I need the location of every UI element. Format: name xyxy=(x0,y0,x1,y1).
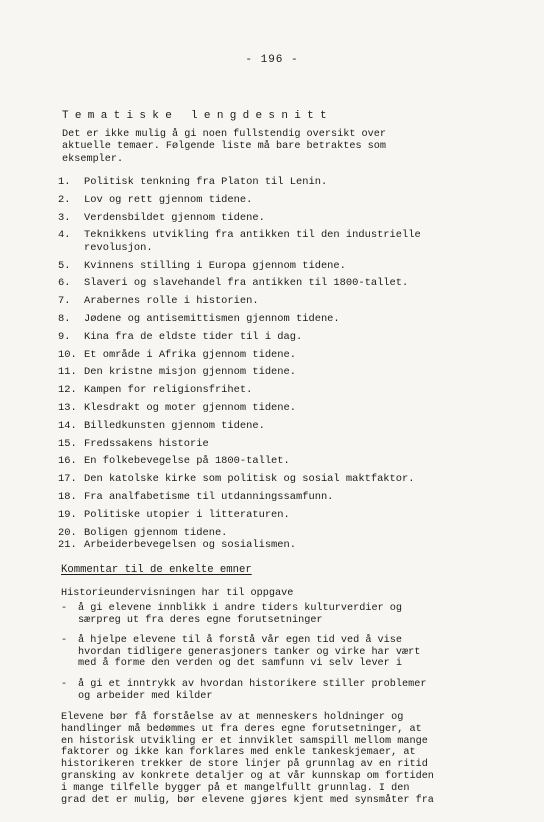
topic-item xyxy=(58,402,518,414)
topic-item xyxy=(58,212,518,224)
topic-text: Slaveri og slavehandel fra antikken til 1800-tallet. xyxy=(84,277,409,290)
topic-item xyxy=(58,277,518,289)
topic-number: 18. xyxy=(58,490,77,503)
topic-number: 8. xyxy=(58,312,71,325)
topic-number: 16. xyxy=(58,455,77,468)
topic-item xyxy=(58,366,518,378)
topic-item xyxy=(58,455,518,467)
topic-item xyxy=(58,295,518,307)
goal-text: å hjelpe elevene til å forstå vår egen tid ved å vise hvordan tidligere generasjoners tanker og virke har vært med å forme den verden og det samfunn vi selv lever i xyxy=(78,635,421,670)
topic-number: 14. xyxy=(58,419,77,432)
topic-item xyxy=(58,229,518,254)
topic-item xyxy=(58,539,518,551)
topic-number: 9. xyxy=(58,330,71,343)
comment-heading: Kommentar til de enkelte emner xyxy=(61,564,252,576)
topic-item xyxy=(58,509,518,521)
topic-number: 3. xyxy=(58,211,71,224)
topic-text: Jødene og antisemittismen gjennom tidene. xyxy=(84,312,340,325)
topic-item xyxy=(58,438,518,450)
topic-number: 20. xyxy=(58,526,77,539)
topic-item xyxy=(58,491,518,503)
goal-text: å gi elevene innblikk i andre tiders kulturverdier og særpreg ut fra deres egne forutsetninger xyxy=(78,603,403,626)
topic-text: Politisk tenkning fra Platon til Lenin. xyxy=(84,176,328,188)
topic-text: Fredssakens historie xyxy=(84,437,209,450)
goal-dash: - xyxy=(61,603,68,614)
topic-number: 6. xyxy=(58,277,71,290)
intro-paragraph: Det er ikke mulig å gi noen fullstendig oversikt over aktuelle temaer. Følgende liste må bare betraktes som eksempler. xyxy=(62,129,387,165)
goal-text: å gi et inntrykk av hvordan historikere stiller problemer og arbeider med kilder xyxy=(78,678,427,702)
topic-text: Kampen for religionsfrihet. xyxy=(84,384,253,397)
topic-text: Boligen gjennom tidene. xyxy=(84,526,228,539)
topic-text: Fra analfabetisme til utdanningssamfunn. xyxy=(84,490,334,503)
goal-item xyxy=(61,603,511,626)
topic-text: Et område i Afrika gjennom tidene. xyxy=(84,348,297,361)
topic-number: 11. xyxy=(58,366,77,379)
topic-number: 4. xyxy=(58,229,71,242)
topic-text: Teknikkens utvikling fra antikken til den industrielle revolusjon. xyxy=(84,229,421,254)
topic-number: 15. xyxy=(58,437,77,450)
goal-item xyxy=(61,635,511,670)
topic-text: Verdensbildet gjennom tidene. xyxy=(84,211,265,224)
comment-intro: Historieundervisningen har til oppgave xyxy=(61,588,294,599)
topic-item xyxy=(58,527,518,539)
topic-item xyxy=(58,313,518,325)
topic-text: Klesdrakt og moter gjennom tidene. xyxy=(84,401,297,414)
topic-number: 10. xyxy=(58,348,77,361)
topic-number: 17. xyxy=(58,473,77,486)
topic-text: Arbeiderbevegelsen og sosialismen. xyxy=(84,538,297,551)
page-number: - 196 - xyxy=(245,54,299,66)
topic-text: Politiske utopier i litteraturen. xyxy=(84,508,290,521)
topic-number: 21. xyxy=(58,538,77,551)
section-title: Tematiske lengdesnitt xyxy=(62,110,333,122)
topic-number: 19. xyxy=(58,508,77,521)
topic-number: 12. xyxy=(58,384,77,397)
topic-text: Arabernes rolle i historien. xyxy=(84,295,259,308)
topic-item xyxy=(58,331,518,343)
body-paragraph: Elevene bør få forståelse av at menneskers holdninger og handlinger må bedømmes ut fra deres egne forutsetninger, at en historisk utvikling er et innviklet samspill mellom mange faktorer og ikke kan forklares med enkle tankeskjemaer, at historikeren trekker de store linjer på grunnlag av en ritid gransking av konkrete detaljer og at vår kunnskap om fortiden i mange tilfelle bygger på et mangelfullt grunnlag. I den grad det er mulig, bør elevene gjøres kjent med synsmåter fra xyxy=(61,712,434,806)
topic-text: Kina fra de eldste tider til i dag. xyxy=(84,330,303,343)
topic-list xyxy=(58,176,518,551)
topic-item xyxy=(58,194,518,206)
topic-text: Den katolske kirke som politisk og sosial maktfaktor. xyxy=(84,473,415,486)
topic-number: 5. xyxy=(58,259,71,272)
topic-text: Lov og rett gjennom tidene. xyxy=(84,193,253,206)
topic-text: Billedkunsten gjennom tidene. xyxy=(84,419,265,432)
topic-item xyxy=(58,260,518,272)
topic-item xyxy=(58,349,518,361)
topic-number: 7. xyxy=(58,295,71,308)
topic-number: 13. xyxy=(58,401,77,414)
goal-item xyxy=(61,679,511,702)
topic-text: En folkebevegelse på 1800-tallet. xyxy=(84,455,290,468)
topic-text: Den kristne misjon gjennom tidene. xyxy=(84,366,297,379)
topic-text: Kvinnens stilling i Europa gjennom tidene. xyxy=(84,259,346,272)
topic-item xyxy=(58,473,518,485)
topic-number: 1. xyxy=(58,176,71,188)
topic-number: 2. xyxy=(58,193,71,206)
goal-dash: - xyxy=(61,635,68,647)
topic-item xyxy=(58,176,518,188)
goal-dash: - xyxy=(61,678,68,690)
topic-item xyxy=(58,384,518,396)
topic-item xyxy=(58,420,518,432)
goal-list xyxy=(61,603,511,711)
